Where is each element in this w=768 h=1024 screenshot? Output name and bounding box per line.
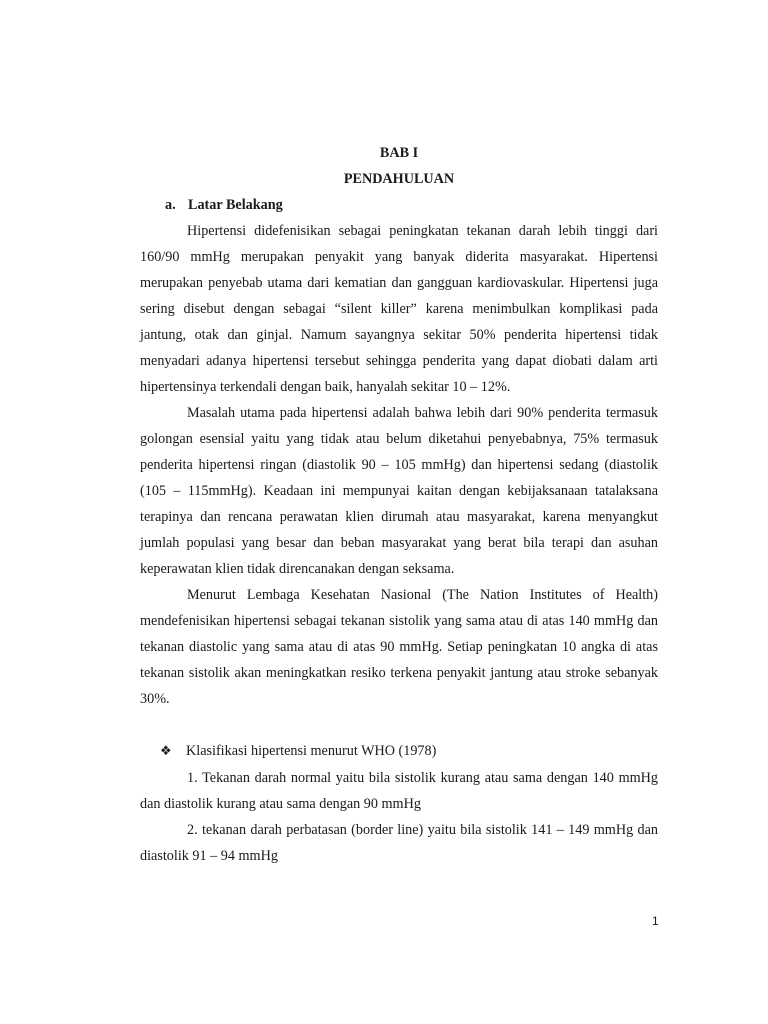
section-marker: a. [165, 197, 176, 213]
classification-title: Klasifikasi hipertensi menurut WHO (1978) [186, 743, 437, 759]
classification-heading [140, 738, 658, 765]
diamond-star-icon: ❖ [160, 744, 172, 759]
chapter-title: PENDAHULUAN [343, 171, 455, 187]
classification-item-normal: 1. Tekanan darah normal yaitu bila sistolik kurang atau sama dengan 140 mmHg dan diastolik kurang atau sama dengan 90 mmHg [140, 770, 658, 812]
page-content [140, 140, 658, 869]
paragraph-nih-definition: Menurut Lembaga Kesehatan Nasional (The Nation Institutes of Health) mendefenisikan hipertensi sebagai tekanan sistolik yang sama atau di atas 140 mmHg dan tekanan diastolic yang sama atau di atas 90 mmHg. Setiap peningkatan 10 angka di atas tekanan sistolik akan meningkatkan resiko terkena penyakit jantung atau stroke sebanyak 30%. [140, 587, 658, 707]
paragraph-definition: Hipertensi didefenisikan sebagai peningkatan tekanan darah lebih tinggi dari 160/90 mmHg merupakan penyakit yang banyak diderita masyarakat. Hipertensi merupakan penyebab utama dari kematian dan gangguan kardiovaskular. Hipertensi juga sering disebut dengan sebagai “silent killer” karena menimbulkan komplikasi pada jantung, otak dan ginjal. Namum sayangnya sekitar 50% penderita hipertensi tidak menyadari adanya hipertensi tersebut sehingga penderita yang dapat diobati dalam arti hipertensinya terkendali dengan baik, hanyalah sekitar 10 – 12%. [140, 223, 658, 395]
section-title: Latar Belakang [188, 197, 283, 213]
blank-line [140, 712, 658, 738]
page-number: 1 [652, 914, 659, 928]
chapter-number: BAB I [379, 145, 419, 161]
paragraph-problem: Masalah utama pada hipertensi adalah bahwa lebih dari 90% penderita termasuk golongan esensial yaitu yang tidak atau belum diketahui penyebabnya, 75% termasuk penderita hipertensi ringan (diastolik 90 – 105 mmHg) dan hipertensi sedang (diastolik (105 – 115mmHg). Keadaan ini mempunyai kaitan dengan kebijaksanaan tatalaksana terapinya dan rencana perawatan klien dirumah atau masyarakat, karena menyangkut jumlah populasi yang besar dan beban masyarakat yang berat bila terapi dan asuhan keperawatan klien tidak direncanakan dengan seksama. [140, 405, 658, 577]
section-heading [140, 192, 658, 218]
classification-item-borderline: 2. tekanan darah perbatasan (border line) yaitu bila sistolik 141 – 149 mmHg dan diastolik 91 – 94 mmHg [140, 822, 658, 864]
